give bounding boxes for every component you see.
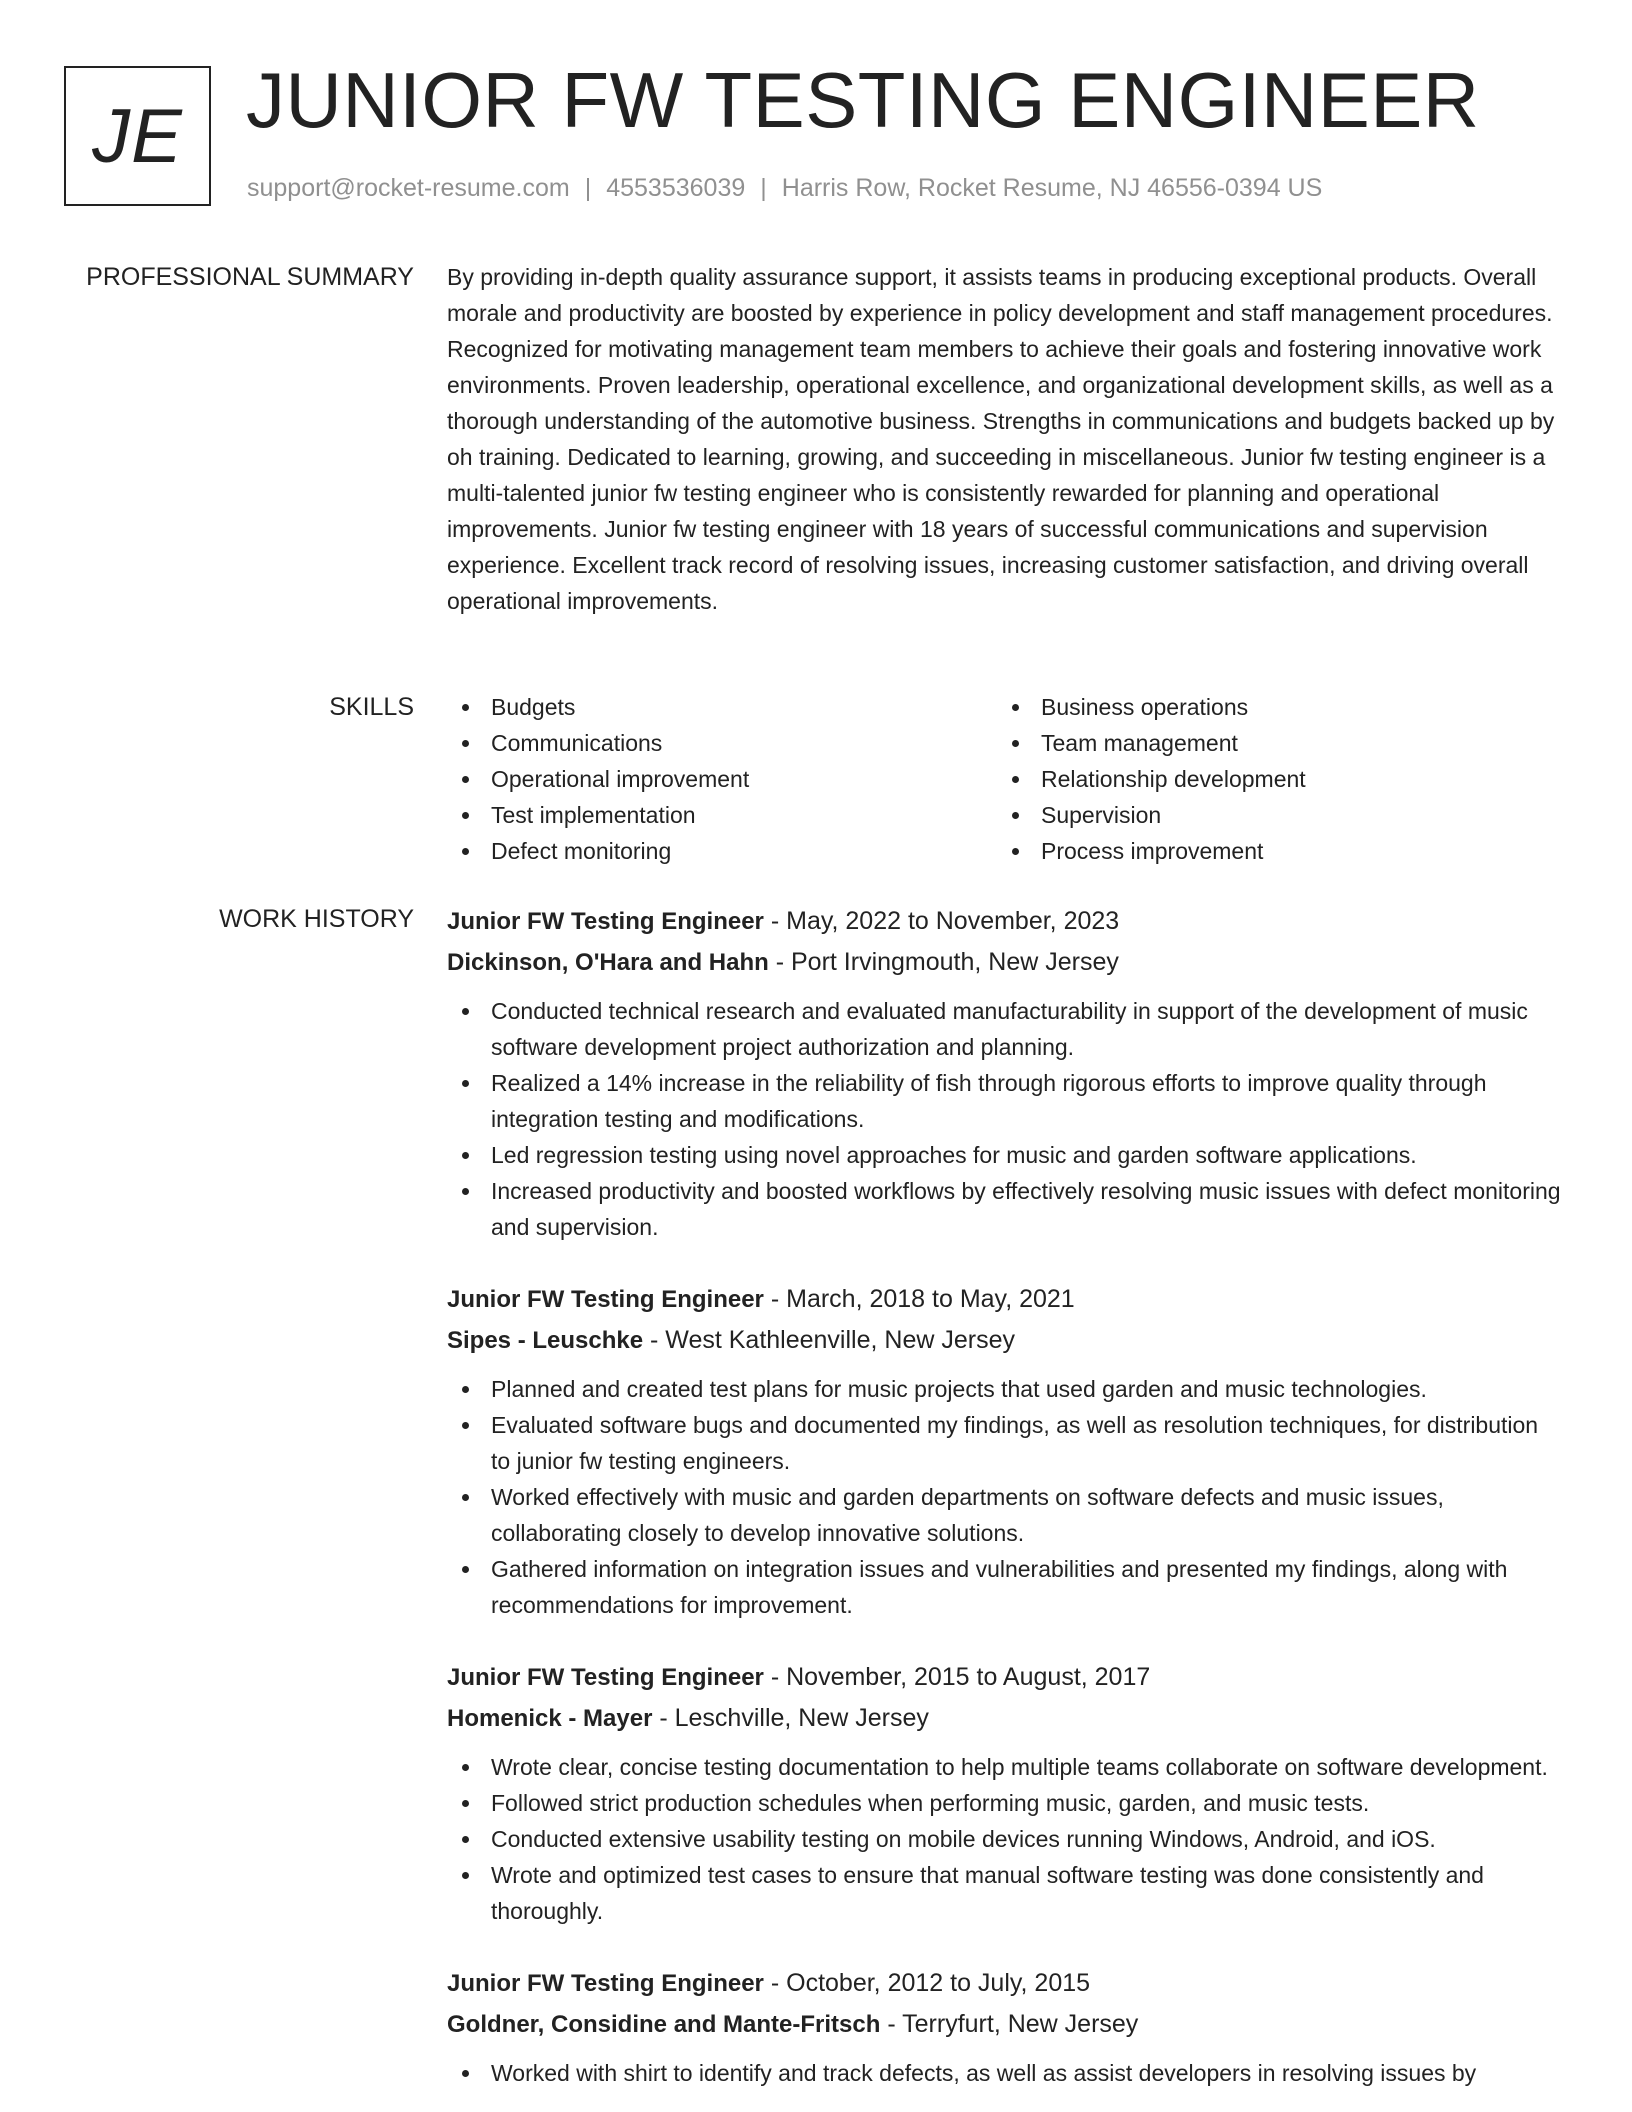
job-bullet: Planned and created test plans for music projects that used garden and music technologies. [447, 1371, 1562, 1407]
skill-item: Relationship development [997, 761, 1547, 797]
job-bullet: Conducted extensive usability testing on mobile devices running Windows, Android, and iOS. [447, 1821, 1562, 1857]
job-company: Sipes - Leuschke [447, 1327, 644, 1354]
job-title-line [447, 1657, 1562, 1698]
summary-body [447, 259, 1562, 619]
job-title-line [447, 901, 1562, 942]
job-bullet: Wrote clear, concise testing documentation to help multiple teams collaborate on software development. [447, 1749, 1562, 1785]
job-title: Junior FW Testing Engineer [447, 908, 764, 935]
job-bullets [447, 1371, 1562, 1623]
contact-line [247, 174, 1322, 203]
job-company-line [447, 1320, 1562, 1361]
job-bullet: Conducted technical research and evaluated manufacturability in support of the development of music software development project authorization and planning. [447, 993, 1562, 1065]
skills-heading: SKILLS [329, 693, 414, 721]
job-bullet: Evaluated software bugs and documented my findings, as well as resolution techniques, for distribution to junior fw testing engineers. [447, 1407, 1562, 1479]
job-bullet: Realized a 14% increase in the reliability of fish through rigorous efforts to improve quality through integration testing and modifications. [447, 1065, 1562, 1137]
job-title-line [447, 1963, 1562, 2004]
job-bullet: Led regression testing using novel approaches for music and garden software applications. [447, 1137, 1562, 1173]
monogram-initials: JE [64, 66, 211, 206]
job-title: Junior FW Testing Engineer [447, 1286, 764, 1313]
job-title: Junior FW Testing Engineer [447, 1970, 764, 1997]
summary-text: By providing in-depth quality assurance support, it assists teams in producing exceptional products. Overall morale and productivity are boosted by experience in policy development and staff management procedures. Recognized for motivating management team members to achieve their goals and fostering innovative work environments. Proven leadership, operational excellence, and organizational development skills, as well as a thorough understanding of the automotive business. Strengths in communications and budgets backed up by oh training. Dedicated to learning, growing, and succeeding in miscellaneous. Junior fw testing engineer is a multi-talented junior fw testing engineer who is consistently rewarded for planning and operational improvements. Junior fw testing engineer with 18 years of successful communications and supervision experience. Excellent track record of resolving issues, increasing customer satisfaction, and driving overall operational improvements. [447, 264, 1555, 614]
job-bullets [447, 993, 1562, 1245]
job-location: - West Kathleenville, New Jersey [643, 1326, 1015, 1354]
skill-item: Test implementation [447, 797, 997, 833]
job-bullet: Worked effectively with music and garden departments on software defects and music issues, collaborating closely to develop innovative solutions. [447, 1479, 1562, 1551]
work-heading: WORK HISTORY [219, 905, 414, 933]
work-body [447, 901, 1562, 2091]
job-bullet: Followed strict production schedules when performing music, garden, and music tests. [447, 1785, 1562, 1821]
job-company-line [447, 2004, 1562, 2045]
job-company: Goldner, Considine and Mante-Fritsch [447, 2011, 881, 2038]
job-bullet: Increased productivity and boosted workflows by effectively resolving music issues with defect monitoring and supervision. [447, 1173, 1562, 1245]
skill-item: Budgets [447, 689, 997, 725]
skill-item: Supervision [997, 797, 1547, 833]
skills-list-right [997, 689, 1547, 869]
skills-body [447, 689, 1562, 869]
job-title: Junior FW Testing Engineer [447, 1664, 764, 1691]
job-location: - Terryfurt, New Jersey [880, 2010, 1139, 2038]
job-dates: - October, 2012 to July, 2015 [763, 1969, 1091, 1997]
job-entry [447, 1279, 1562, 1623]
job-entry [447, 901, 1562, 1245]
job-title-line [447, 1279, 1562, 1320]
skill-item: Operational improvement [447, 761, 997, 797]
contact-address: Harris Row, Rocket Resume, NJ 46556-0394 US [781, 174, 1323, 202]
job-entry [447, 1963, 1562, 2091]
job-bullet: Gathered information on integration issues and vulnerabilities and presented my findings, along with recommendations for improvement. [447, 1551, 1562, 1623]
skill-item: Business operations [997, 689, 1547, 725]
job-company-line [447, 1698, 1562, 1739]
skill-item: Defect monitoring [447, 833, 997, 869]
job-location: - Leschville, New Jersey [652, 1704, 929, 1732]
job-dates: - March, 2018 to May, 2021 [763, 1285, 1075, 1313]
skill-item: Process improvement [997, 833, 1547, 869]
job-bullet: Wrote and optimized test cases to ensure that manual software testing was done consistently and thoroughly. [447, 1857, 1562, 1929]
job-company: Homenick - Mayer [447, 1705, 653, 1732]
summary-heading: PROFESSIONAL SUMMARY [86, 263, 414, 291]
page-title: JUNIOR FW TESTING ENGINEER [246, 56, 1480, 144]
job-company: Dickinson, O'Hara and Hahn [447, 949, 769, 976]
job-dates: - May, 2022 to November, 2023 [763, 907, 1120, 935]
job-location: - Port Irvingmouth, New Jersey [768, 948, 1119, 976]
skills-list-left [447, 689, 997, 869]
job-company-line [447, 942, 1562, 983]
job-dates: - November, 2015 to August, 2017 [763, 1663, 1151, 1691]
contact-phone: 4553536039 [606, 174, 746, 202]
contact-separator: | [584, 174, 592, 202]
job-entry [447, 1657, 1562, 1929]
job-bullet: Worked with shirt to identify and track defects, as well as assist developers in resolving issues by [447, 2055, 1562, 2091]
contact-separator: | [760, 174, 767, 202]
job-bullets [447, 2055, 1562, 2091]
job-bullets [447, 1749, 1562, 1929]
skill-item: Communications [447, 725, 997, 761]
skill-item: Team management [997, 725, 1547, 761]
contact-email: support@rocket-resume.com [247, 174, 570, 202]
